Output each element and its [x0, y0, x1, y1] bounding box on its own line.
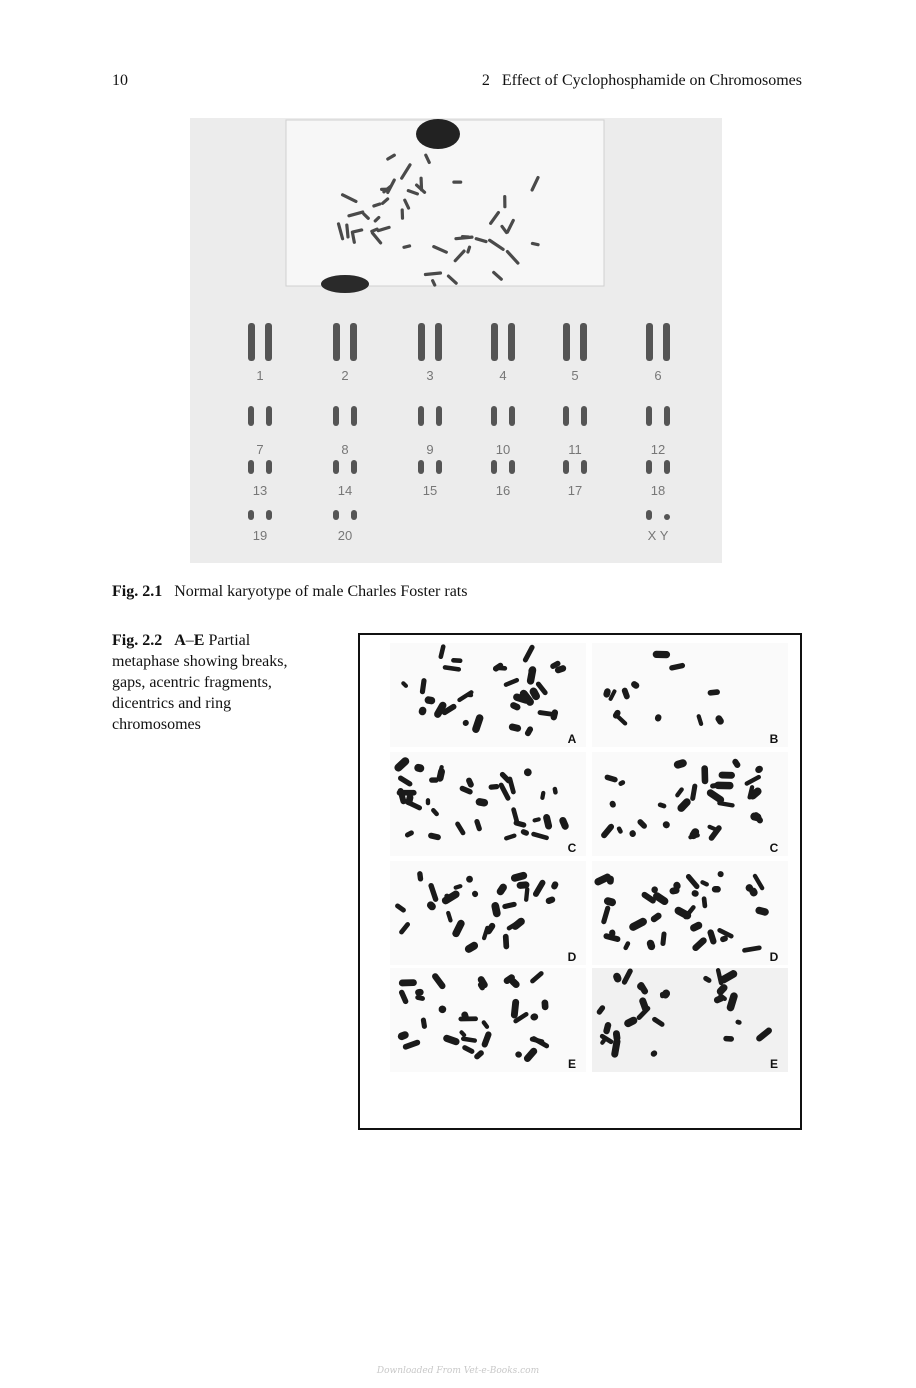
karyotype-pair-label: 8 — [341, 442, 349, 457]
karyotype-pair-label: 14 — [337, 483, 353, 498]
karyotype-pair-label: 16 — [495, 483, 511, 498]
karyotype-pair-label: 18 — [650, 483, 666, 498]
figure-2-2-range-sep: – — [185, 632, 194, 649]
karyotype-pair-label: 10 — [495, 442, 511, 457]
metaphase-panel — [592, 752, 788, 856]
figure-2-2-range-end: E — [193, 632, 205, 649]
karyotype-pair-label: 2 — [341, 368, 349, 383]
karyotype-pair-label: 6 — [654, 368, 662, 383]
figure-2-2-metaphase-panels — [358, 633, 802, 1130]
karyotype-pair-label: 5 — [571, 368, 579, 383]
chapter-title: Effect of Cyclophosphamide on Chromosomes — [501, 72, 802, 89]
karyotype-pair-label: 19 — [252, 528, 268, 543]
footer-watermark: Downloaded From Vet-e-Books.com — [376, 1366, 540, 1376]
metaphase-panel — [390, 752, 586, 856]
figure-2-2-label: Fig. 2.2 — [112, 632, 163, 649]
karyotype-pair-label: 13 — [252, 483, 268, 498]
chapter-number: 2 — [481, 72, 490, 89]
running-head — [482, 72, 802, 90]
karyotype-pair-label: 1 — [256, 368, 264, 383]
figure-2-1-label: Fig. 2.1 — [112, 583, 163, 600]
karyotype-pair-label: 7 — [256, 442, 264, 457]
panel-label: C — [567, 841, 577, 855]
karyotype-pair-label: 17 — [567, 483, 583, 498]
karyotype-pair-label: 12 — [650, 442, 666, 457]
figure-2-1-caption — [112, 583, 467, 601]
page-number: 10 — [112, 72, 128, 89]
figure-2-2-range-start: A — [174, 632, 186, 649]
figure-2-1-karyotype-image — [190, 118, 722, 563]
panel-label: E — [567, 1057, 577, 1071]
metaphase-panel — [390, 861, 586, 965]
panel-label: E — [769, 1057, 779, 1071]
metaphase-panel — [390, 643, 586, 747]
figure-2-2-caption-text: Partial metaphase showing breaks, gaps, acentric fragments, dicentrics and ring chromosomes — [112, 632, 288, 733]
metaphase-panel — [390, 968, 586, 1072]
metaphase-panel — [592, 861, 788, 965]
panel-label: D — [567, 950, 577, 964]
panel-label: D — [769, 950, 779, 964]
panel-label: A — [567, 732, 577, 746]
figure-2-2-caption — [112, 630, 317, 735]
panel-label: C — [769, 841, 779, 855]
figure-2-1-caption-text: Normal karyotype of male Charles Foster rats — [174, 583, 468, 600]
karyotype-pair-label: 9 — [426, 442, 434, 457]
panel-label: B — [769, 732, 779, 746]
karyotype-pair-label: 11 — [568, 442, 582, 457]
metaphase-panel — [592, 968, 788, 1072]
karyotype-pair-label: 4 — [499, 368, 507, 383]
karyotype-pair-label: X Y — [647, 528, 669, 543]
karyotype-pair-label: 3 — [426, 368, 434, 383]
metaphase-panel — [592, 643, 788, 747]
karyotype-pair-label: 20 — [337, 528, 353, 543]
karyotype-pair-label: 15 — [422, 483, 438, 498]
